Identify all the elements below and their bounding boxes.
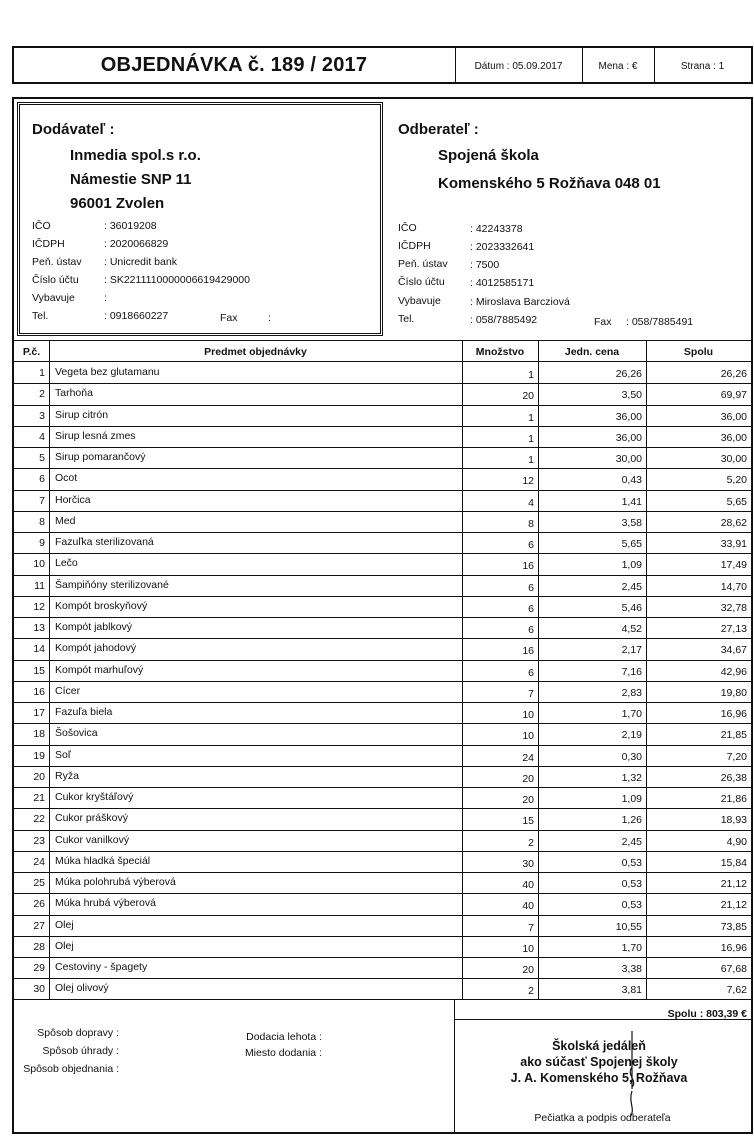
table-row <box>14 936 751 957</box>
table-row <box>14 872 751 893</box>
item-unit-price: 36,00 <box>615 431 642 444</box>
table-row <box>14 957 751 978</box>
item-quantity: 4 <box>528 496 534 509</box>
row-number: 11 <box>34 579 45 592</box>
row-number: 5 <box>39 452 45 464</box>
row-number: 18 <box>33 728 45 741</box>
row-number: 4 <box>39 430 45 443</box>
row-rule <box>14 447 751 448</box>
item-quantity: 1 <box>528 454 534 466</box>
table-row <box>14 575 751 596</box>
item-name: Olej <box>55 939 74 952</box>
customer-field-value: : 058/7885492 <box>470 314 538 326</box>
row-rule <box>14 978 751 979</box>
item-quantity: 6 <box>528 666 534 679</box>
table-row <box>14 787 751 808</box>
item-quantity: 16 <box>522 560 534 573</box>
row-number: 7 <box>39 494 45 507</box>
row-number: 8 <box>39 515 45 528</box>
item-unit-price: 4,52 <box>621 623 642 635</box>
row-number: 24 <box>33 855 45 868</box>
item-unit-price: 2,45 <box>621 580 642 593</box>
item-total: 26,38 <box>720 771 747 784</box>
item-name: Fazuľka sterilizovaná <box>55 536 154 548</box>
item-quantity: 8 <box>528 517 534 530</box>
item-total: 42,96 <box>720 665 747 678</box>
item-quantity: 1 <box>528 369 534 381</box>
item-name: Šošovica <box>55 727 98 740</box>
item-quantity: 20 <box>522 390 534 403</box>
item-unit-price: 0,53 <box>621 878 642 890</box>
item-unit-price: 1,09 <box>621 793 642 805</box>
table-row <box>14 745 751 766</box>
row-rule <box>14 511 751 512</box>
item-name: Vegeta bez glutamanu <box>55 366 160 378</box>
item-unit-price: 36,00 <box>615 410 642 423</box>
item-name: Ocot <box>55 472 78 485</box>
item-total: 69,97 <box>720 389 747 402</box>
table-row <box>14 447 751 468</box>
customer-field-value: : 7500 <box>470 259 500 271</box>
supplier-field-key: Peň. ústav <box>32 256 82 268</box>
customer-fax-label: Fax <box>594 316 612 328</box>
table-row <box>14 596 751 617</box>
supplier-fax-value: : <box>268 312 271 324</box>
row-rule <box>14 532 751 533</box>
supplier-field-value: : 0918660227 <box>104 310 169 322</box>
item-name: Kompót broskyňový <box>55 599 148 612</box>
item-total: 5,65 <box>726 495 747 508</box>
item-unit-price: 0,30 <box>621 750 642 763</box>
item-name: Olej olivový <box>55 982 109 995</box>
item-unit-price: 3,38 <box>621 963 642 975</box>
item-total: 16,96 <box>720 941 747 954</box>
supplier-field-value: : 2020066829 <box>104 238 169 250</box>
supplier-fax-label: Fax <box>220 312 238 324</box>
item-unit-price: 3,58 <box>621 516 642 529</box>
item-quantity: 20 <box>522 794 534 806</box>
row-number: 26 <box>33 898 45 911</box>
item-unit-price: 1,41 <box>621 495 642 508</box>
item-unit-price: 26,26 <box>615 368 642 380</box>
item-name: Horčica <box>55 493 91 506</box>
order-body <box>12 97 753 1134</box>
item-quantity: 30 <box>522 857 534 870</box>
supplier-field-value: : 36019208 <box>104 220 157 232</box>
item-name: Kompót marhuľový <box>55 663 144 676</box>
item-name: Sirup citrón <box>55 408 109 421</box>
table-row <box>14 405 751 426</box>
supplier-field-key: Vybavuje <box>32 292 75 304</box>
currency: Mena : € <box>598 61 638 72</box>
row-number: 1 <box>39 367 45 379</box>
item-name: Sirup pomarančový <box>55 451 146 463</box>
row-rule <box>14 405 751 406</box>
row-number: 12 <box>33 600 45 613</box>
item-quantity: 10 <box>522 730 534 743</box>
payment-method-label: Spôsob úhrady : <box>42 1045 119 1057</box>
item-name: Cícer <box>55 684 81 697</box>
stamp-line: ako súčasť Spojenej školy <box>520 1055 678 1069</box>
item-unit-price: 1,70 <box>621 708 642 720</box>
row-rule <box>14 617 751 618</box>
item-total: 36,00 <box>720 431 747 444</box>
row-number: 15 <box>33 664 45 677</box>
item-quantity: 40 <box>522 879 534 891</box>
item-total: 15,84 <box>720 856 747 869</box>
item-total: 67,68 <box>720 963 747 975</box>
item-unit-price: 2,83 <box>621 686 642 699</box>
item-unit-price: 0,53 <box>621 899 642 912</box>
order-date: Dátum : 05.09.2017 <box>474 61 563 72</box>
customer-field-key: IČO <box>398 222 417 234</box>
item-total: 5,20 <box>726 474 747 487</box>
row-rule <box>14 681 751 682</box>
row-rule <box>14 766 751 767</box>
supplier-name: Inmedia spol.s r.o. <box>70 147 201 164</box>
item-unit-price: 3,81 <box>621 984 642 997</box>
table-row <box>14 638 751 659</box>
table-row <box>14 702 751 723</box>
customer-field-key: Tel. <box>398 313 415 325</box>
row-number: 6 <box>39 473 45 486</box>
supplier-label: Dodávateľ : <box>32 121 115 138</box>
stamp-line: Školská jedáleň <box>552 1039 646 1053</box>
item-name: Kompót jablkový <box>55 621 133 633</box>
supplier-box <box>17 102 383 336</box>
item-total: 7,20 <box>726 750 747 763</box>
page-number: Strana : 1 <box>680 61 725 72</box>
row-rule <box>14 830 751 831</box>
item-total: 27,13 <box>720 623 747 635</box>
row-number: 16 <box>33 685 45 698</box>
item-unit-price: 1,70 <box>621 941 642 954</box>
supplier-field-key: Číslo účtu <box>32 274 79 286</box>
item-name: Ryža <box>55 769 79 782</box>
customer-label: Odberateľ : <box>398 121 479 138</box>
customer-field-value: : Miroslava Barcziová <box>470 296 570 308</box>
item-name: Med <box>55 514 76 527</box>
item-name: Múka hladká špeciál <box>55 854 151 867</box>
item-quantity: 10 <box>522 709 534 721</box>
table-row <box>14 915 751 936</box>
order-header <box>12 46 753 84</box>
item-unit-price: 0,53 <box>621 856 642 869</box>
table-row <box>14 830 751 851</box>
item-quantity: 20 <box>522 772 534 785</box>
item-total: 14,70 <box>720 580 747 593</box>
row-number: 19 <box>33 749 45 762</box>
row-rule <box>14 638 751 639</box>
item-name: Sirup lesná zmes <box>55 429 136 442</box>
item-quantity: 7 <box>528 687 534 700</box>
table-row <box>14 490 751 511</box>
order-sum: Spolu : 803,39 € <box>667 1008 747 1020</box>
customer-field-key: Peň. ústav <box>398 258 448 270</box>
item-total: 17,49 <box>720 559 747 572</box>
item-name: Múka polohrubá výberová <box>55 876 176 888</box>
delivery-term-label: Dodacia lehota : <box>246 1031 322 1043</box>
row-rule <box>14 745 751 746</box>
row-number: 17 <box>33 707 45 719</box>
row-number: 30 <box>33 983 45 996</box>
item-name: Fazuľa biela <box>55 706 113 718</box>
row-number: 14 <box>33 643 45 656</box>
row-rule <box>14 468 751 469</box>
item-quantity: 10 <box>522 942 534 955</box>
row-rule <box>14 702 751 703</box>
row-rule <box>14 383 751 384</box>
row-rule <box>14 851 751 852</box>
supplier-field-value: : <box>104 292 107 304</box>
table-row <box>14 383 751 404</box>
item-total: 7,62 <box>726 984 747 997</box>
item-total: 73,85 <box>720 920 747 933</box>
supplier-street: Námestie SNP 11 <box>70 171 192 188</box>
column-header-item: Predmet objednávky <box>204 346 307 358</box>
row-rule <box>14 915 751 916</box>
stamp-line: J. A. Komenského 5, Rožňava <box>510 1071 688 1085</box>
item-quantity: 16 <box>522 645 534 658</box>
item-quantity: 6 <box>528 581 534 594</box>
table-row <box>14 723 751 744</box>
item-unit-price: 10,55 <box>615 920 642 933</box>
sum-rule <box>454 1019 751 1020</box>
column-header-total: Spolu <box>683 346 714 358</box>
row-number: 10 <box>33 558 45 571</box>
row-rule <box>14 936 751 937</box>
table-row <box>14 511 751 532</box>
document-title: OBJEDNÁVKA č. 189 / 2017 <box>100 54 368 76</box>
supplier-city: 96001 Zvolen <box>70 195 165 212</box>
item-total: 21,86 <box>720 793 747 805</box>
item-unit-price: 2,17 <box>621 644 642 657</box>
table-row <box>14 893 751 914</box>
item-quantity: 40 <box>522 900 534 913</box>
item-quantity: 2 <box>528 836 534 849</box>
column-header-number: P.č. <box>22 346 41 358</box>
row-rule <box>14 426 751 427</box>
customer-field-value: : 2023332641 <box>470 241 535 253</box>
customer-field-value: : 42243378 <box>470 223 523 235</box>
item-name: Kompót jahodový <box>55 642 137 655</box>
row-number: 28 <box>33 940 45 953</box>
item-total: 32,78 <box>720 601 747 614</box>
row-number: 25 <box>33 877 45 889</box>
item-total: 36,00 <box>720 410 747 423</box>
item-total: 30,00 <box>720 453 747 465</box>
table-row <box>14 851 751 872</box>
item-quantity: 15 <box>522 815 534 828</box>
row-rule <box>14 808 751 809</box>
table-row <box>14 468 751 489</box>
item-total: 33,91 <box>720 538 747 550</box>
supplier-field-key: IČO <box>32 220 51 232</box>
item-name: Cukor práškový <box>55 812 128 825</box>
item-quantity: 6 <box>528 602 534 615</box>
item-unit-price: 3,50 <box>621 389 642 402</box>
row-rule <box>14 490 751 491</box>
item-quantity: 1 <box>528 432 534 445</box>
item-unit-price: 5,65 <box>621 538 642 550</box>
item-quantity: 2 <box>528 985 534 998</box>
item-unit-price: 30,00 <box>615 453 642 465</box>
customer-name: Spojená škola <box>438 147 539 164</box>
item-total: 18,93 <box>720 814 747 827</box>
item-name: Soľ <box>55 748 71 761</box>
item-total: 21,85 <box>720 729 747 742</box>
row-rule <box>14 596 751 597</box>
item-total: 28,62 <box>720 516 747 529</box>
row-number: 3 <box>39 409 45 422</box>
row-rule <box>14 957 751 958</box>
item-name: Cukor vanilkový <box>55 833 130 846</box>
row-number: 27 <box>33 919 45 932</box>
customer-address: Komenského 5 Rožňava 048 01 <box>438 175 661 192</box>
item-name: Šampiňóny sterilizované <box>55 578 169 591</box>
item-name: Tarhoňa <box>55 387 93 400</box>
item-unit-price: 1,09 <box>621 559 642 572</box>
item-quantity: 6 <box>528 539 534 551</box>
table-row <box>14 362 751 383</box>
transport-method-label: Spôsob dopravy : <box>37 1027 119 1039</box>
row-number: 22 <box>33 813 45 826</box>
row-number: 20 <box>33 770 45 783</box>
row-rule <box>14 553 751 554</box>
item-quantity: 1 <box>528 411 534 424</box>
row-rule <box>14 723 751 724</box>
row-rule <box>14 575 751 576</box>
item-total: 26,26 <box>720 368 747 380</box>
item-name: Olej <box>55 918 74 931</box>
item-quantity: 20 <box>522 964 534 976</box>
delivery-place-label: Miesto dodania : <box>244 1047 322 1059</box>
row-number: 13 <box>33 622 45 634</box>
customer-field-key: Vybavuje <box>398 295 441 307</box>
row-number: 21 <box>33 792 45 804</box>
item-total: 19,80 <box>720 686 747 699</box>
row-number: 2 <box>39 388 45 401</box>
customer-field-key: IČDPH <box>398 240 431 252</box>
item-total: 21,12 <box>720 878 747 890</box>
row-rule <box>14 872 751 873</box>
item-unit-price: 7,16 <box>621 665 642 678</box>
item-name: Cestoviny - špagety <box>55 961 148 973</box>
table-row <box>14 426 751 447</box>
item-quantity: 24 <box>522 751 534 764</box>
table-row <box>14 808 751 829</box>
item-quantity: 12 <box>522 475 534 488</box>
supplier-field-key: Tel. <box>32 310 49 322</box>
item-unit-price: 2,45 <box>621 835 642 848</box>
item-total: 16,96 <box>720 708 747 720</box>
row-rule <box>14 787 751 788</box>
item-quantity: 7 <box>528 921 534 934</box>
table-row <box>14 532 751 553</box>
item-name: Cukor kryštáľový <box>55 791 134 803</box>
item-unit-price: 0,43 <box>621 474 642 487</box>
signature-icon <box>602 1029 652 1119</box>
item-name: Lečo <box>55 557 78 570</box>
table-row <box>14 766 751 787</box>
item-unit-price: 1,32 <box>621 771 642 784</box>
table-row <box>14 978 751 999</box>
item-unit-price: 2,19 <box>621 729 642 742</box>
column-header-unit-price: Jedn. cena <box>564 346 620 358</box>
supplier-field-value: : SK2211110000006619429000 <box>104 274 250 286</box>
table-row <box>14 660 751 681</box>
ordering-method-label: Spôsob objednania : <box>23 1063 119 1075</box>
customer-field-value: : 4012585171 <box>470 277 535 289</box>
item-quantity: 6 <box>528 624 534 636</box>
customer-fax-value: : 058/7885491 <box>626 316 694 328</box>
supplier-field-value: : Unicredit bank <box>104 256 177 268</box>
row-rule <box>14 893 751 894</box>
row-rule <box>14 660 751 661</box>
item-unit-price: 1,26 <box>621 814 642 827</box>
customer-field-key: Číslo účtu <box>398 276 445 288</box>
row-number: 9 <box>39 537 45 549</box>
item-unit-price: 5,46 <box>621 601 642 614</box>
column-header-quantity: Množstvo <box>475 346 525 358</box>
signature-caption: Pečiatka a podpis odberateľa <box>534 1112 671 1124</box>
row-number: 29 <box>33 962 45 974</box>
item-name: Múka hrubá výberová <box>55 897 156 910</box>
table-row <box>14 681 751 702</box>
supplier-field-key: IČDPH <box>32 238 65 250</box>
table-row <box>14 617 751 638</box>
item-total: 21,12 <box>720 899 747 912</box>
item-total: 4,90 <box>726 835 747 848</box>
table-row <box>14 553 751 574</box>
row-number: 23 <box>33 834 45 847</box>
item-total: 34,67 <box>720 644 747 657</box>
